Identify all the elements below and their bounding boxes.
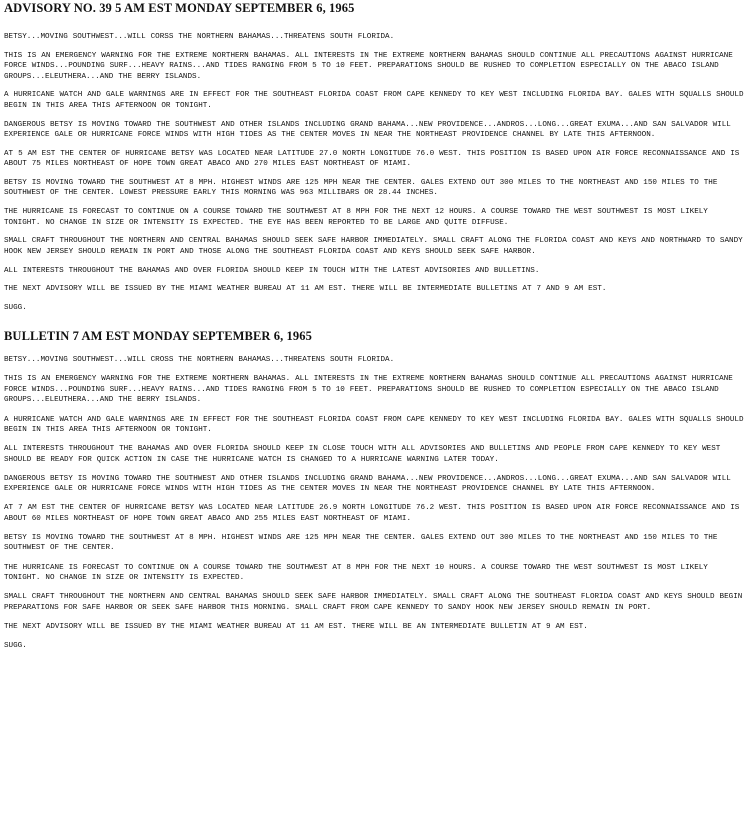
bulletin-paragraph: THIS IS AN EMERGENCY WARNING FOR THE EXTREME NORTHERN BAHAMAS. ALL INTERESTS IN THE EXTREME NORTHERN BAHAMAS SHOULD CONTINUE ALL PRECAUTIONS AGAINST HURRICANE FORCE WINDS...POUNDING SURF...HEAVY RAINS...AND TIDES RANGING FROM 5 TO 10 FEET. PREPARATIONS SHOULD BE RUSHED TO COMPLETION ESPECIALLY ON THE ABACO ISLAND GROUPS...ELEUTHERA...AND THE BERRY ISLANDS. (4, 375, 733, 405)
advisory-paragraph: SMALL CRAFT THROUGHOUT THE NORTHERN AND CENTRAL BAHAMAS SHOULD SEEK SAFE HARBOR IMMEDIATELY. SMALL CRAFT ALONG THE FLORIDA COAST AND KEYS AND NORTHWARD TO SANDY HOOK NEW JERSEY SHOULD REMAIN IN PORT AND THOSE ALONG THE SOUTHEAST FLORIDA COAST AND KEYS SHOULD SEEK SAFE HARBOR. (4, 237, 743, 256)
bulletin-paragraph: SMALL CRAFT THROUGHOUT THE NORTHERN AND CENTRAL BAHAMAS SHOULD SEEK SAFE HARBOR IMMEDIATELY. SMALL CRAFT ALONG THE SOUTHEAST FLORIDA COAST AND KEYS SHOULD BEGIN PREPARATIONS FOR SAFE HARBOR OR SEEK SAFE HARBOR THIS MORNING. SMALL CRAFT FROM CAPE KENNEDY TO SANDY HOOK NEW JERSEY SHOULD REMAIN IN PORT. (4, 593, 743, 612)
advisory-paragraph: AT 5 AM EST THE CENTER OF HURRICANE BETSY WAS LOCATED NEAR LATITUDE 27.0 NORTH LONGITUDE 76.0 WEST. THIS POSITION IS BASED UPON AIR FORCE RECONNAISSANCE AND IS ABOUT 75 MILES NORTHEAST OF HOPE TOWN GREAT ABACO AND 270 MILES EAST NORTHEAST OF MIAMI. (4, 149, 740, 169)
advisory-paragraph: A HURRICANE WATCH AND GALE WARNINGS ARE IN EFFECT FOR THE SOUTHEAST FLORIDA COAST FROM CAPE KENNEDY TO KEY WEST INCLUDING FLORIDA BAY. GALES WITH SQUALLS SHOULD BEGIN IN THIS AREA THIS AFTERNOON OR TONIGHT. (4, 91, 744, 110)
bulletin-paragraph: BETSY IS MOVING TOWARD THE SOUTHWEST AT 8 MPH. HIGHEST WINDS ARE 125 MPH NEAR THE CENTER. GALES EXTEND OUT 300 MILES TO THE NORTHEAST AND 150 MILES TO THE SOUTHWEST OF THE CENTER. (4, 533, 718, 553)
bulletin-paragraph: DANGEROUS BETSY IS MOVING TOWARD THE SOUTHWEST AND OTHER ISLANDS INCLUDING GRAND BAHAMA...NEW PROVIDENCE...ANDROS...LONG...GREAT EXUMA...AND SAN SALVADOR WILL EXPERIENCE GALE OR HURRICANE FORCE WINDS WITH HIGH TIDES AS THE CENTER MOVES IN NEAR THE NORTHEAST PROVIDENCE CHANNEL BY LATE THIS AFTERNOON. (4, 474, 731, 494)
bulletin-paragraph: BETSY...MOVING SOUTHWEST...WILL CROSS THE NORTHERN BAHAMAS...THREATENS SOUTH FLORIDA. (4, 356, 395, 365)
bulletin-section (4, 329, 744, 651)
bulletin-paragraph: AT 7 AM EST THE CENTER OF HURRICANE BETSY WAS LOCATED NEAR LATITUDE 26.9 NORTH LONGITUDE 76.2 WEST. THIS POSITION IS BASED UPON AIR FORCE RECONNAISSANCE AND IS ABOUT 60 MILES NORTHEAST OF HOPE TOWN GREAT ABACO AND 255 MILES EAST NORTHEAST OF MIAMI. (4, 504, 740, 523)
advisory-signature: SUGG. (4, 303, 27, 312)
bulletin-paragraph: A HURRICANE WATCH AND GALE WARNINGS ARE IN EFFECT FOR THE SOUTHEAST FLORIDA COAST FROM CAPE KENNEDY TO KEY WEST INCLUDING FLORIDA BAY. GALES WITH SQUALLS SHOULD BEGIN IN THIS AREA THIS AFTERNOON OR TONIGHT. (4, 415, 744, 435)
bulletin-signature: SUGG. (4, 641, 27, 650)
bulletin-paragraph: THE NEXT ADVISORY WILL BE ISSUED BY THE MIAMI WEATHER BUREAU AT 11 AM EST. THERE WILL BE AN INTERMEDIATE BULLETIN AT 9 AM EST. (4, 622, 588, 631)
advisory-paragraph: BETSY IS MOVING TOWARD THE SOUTHWEST AT 8 MPH. HIGHEST WINDS ARE 125 MPH NEAR THE CENTER. GALES EXTEND OUT 300 MILES TO THE NORTHEAST AND 150 MILES TO THE SOUTHWEST OF THE CENTER. LOWEST PRESSURE EARLY THIS MORNING WAS 963 MILLIBARS OR 28.44 INCHES. (4, 178, 718, 198)
bulletin-heading: BULLETIN 7 AM EST MONDAY SEPTEMBER 6, 1965 (4, 329, 312, 344)
advisory-paragraph: ALL INTERESTS THROUGHOUT THE BAHAMAS AND OVER FLORIDA SHOULD KEEP IN TOUCH WITH THE LATEST ADVISORIES AND BULLETINS. (4, 266, 540, 275)
advisory-paragraph: BETSY...MOVING SOUTHWEST...WILL CORSS THE NORTHERN BAHAMAS...THREATENS SOUTH FLORIDA. (4, 33, 395, 41)
bulletin-paragraph: ALL INTERESTS THROUGHOUT THE BAHAMAS AND OVER FLORIDA SHOULD KEEP IN CLOSE TOUCH WITH ALL ADVISORIES AND BULLETINS AND PEOPLE FROM CAPE KENNEDY TO KEY WEST SHOULD BE READY FOR QUICK ACTION IN CASE THE HURRICANE WATCH IS CHANGED TO A HURRICANE WARNING LATER TODAY. (4, 445, 721, 464)
advisory-paragraph: THE HURRICANE IS FORECAST TO CONTINUE ON A COURSE TOWARD THE SOUTHWEST AT 8 MPH FOR THE NEXT 12 HOURS. A COURSE TOWARD THE WEST SOUTHWEST IS MOST LIKELY TONIGHT. NO CHANGE IN SIZE OR INTENSITY IS EXPECTED. THE EYE HAS BEEN REPORTED TO BE LARGE AND QUITE DIFFUSE. (4, 208, 708, 227)
advisory-heading: ADVISORY NO. 39 5 AM EST MONDAY SEPTEMBER 6, 1965 (4, 1, 355, 15)
advisory-paragraph: THE NEXT ADVISORY WILL BE ISSUED BY THE MIAMI WEATHER BUREAU AT 11 AM EST. THERE WILL BE INTERMEDIATE BULLETINS AT 7 AND 9 AM EST. (4, 285, 607, 294)
advisory-paragraph: DANGEROUS BETSY IS MOVING TOWARD THE SOUTHWEST AND OTHER ISLANDS INCLUDING GRAND BAHAMA...NEW PROVIDENCE...ANDROS...LONG...GREAT EXUMA...AND SAN SALVADOR WILL EXPERIENCE GALE OR HURRICANE FORCE WINDS WITH HIGH TIDES AS THE CENTER MOVES IN NEAR THE NORTHEAST PROVIDENCE CHANNEL BY LATE THIS AFTERNOON. (4, 120, 731, 140)
bulletin-paragraph: THE HURRICANE IS FORECAST TO CONTINUE ON A COURSE TOWARD THE SOUTHWEST AT 8 MPH FOR THE NEXT 10 HOURS. A COURSE TOWARD THE WEST SOUTHWEST IS MOST LIKELY TONIGHT. NO CHANGE IN SIZE OR INTENSITY IS EXPECTED. (4, 563, 708, 583)
advisory-section (4, 1, 744, 313)
advisory-paragraph: THIS IS AN EMERGENCY WARNING FOR THE EXTREME NORTHERN BAHAMAS. ALL INTERESTS IN THE EXTREME NORTHERN BAHAMAS SHOULD CONTINUE ALL PRECAUTIONS AGAINST HURRICANE FORCE WINDS...POUNDING SURF...HEAVY RAINS...AND TIDES RANGING FROM 5 TO 10 FEET. PREPARATIONS SHOULD BE RUSHED TO COMPLETION ESPECIALLY ON THE ABACO ISLAND GROUPS...ELEUTHERA...AND THE BERRY ISLANDS. (4, 51, 733, 81)
